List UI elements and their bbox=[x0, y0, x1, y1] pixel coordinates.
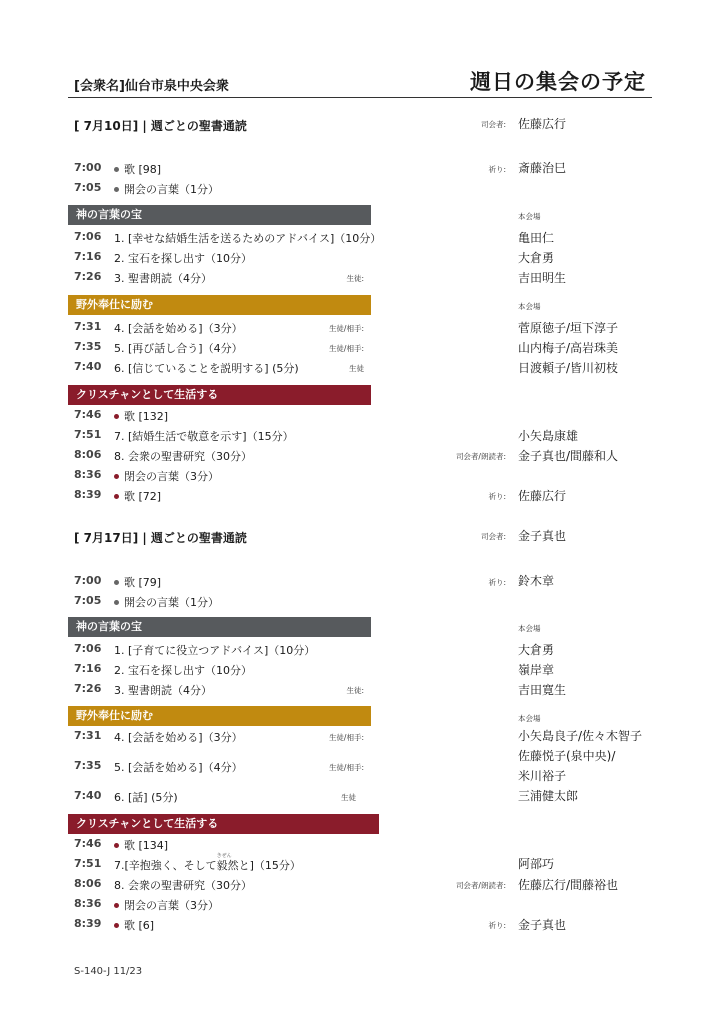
prayer-role: 祈り: bbox=[488, 492, 506, 501]
section-band-ministry: 野外奉仕に励む bbox=[68, 706, 371, 726]
assignee-name: 菅原徳子/垣下淳子 bbox=[518, 321, 619, 335]
furigana-word: きぜん 毅然 bbox=[216, 853, 239, 872]
closing-song: 歌 [6] bbox=[114, 917, 154, 933]
part-title: 1. [子育てに役立つアドバイス]（10分） bbox=[114, 644, 316, 657]
time-label: 7:16 bbox=[74, 250, 102, 263]
role-label: 司会者/朗読者: bbox=[455, 452, 506, 461]
time-label: 7:51 bbox=[74, 428, 102, 441]
bullet-icon bbox=[114, 903, 119, 908]
assignee-name: 三浦健太郎 bbox=[518, 789, 579, 803]
bullet-icon bbox=[114, 167, 119, 172]
bullet-icon bbox=[114, 843, 119, 848]
part-title: 5. [会話を始める]（4分） bbox=[114, 761, 243, 774]
bullet-icon bbox=[114, 600, 119, 605]
time-label: 7:46 bbox=[74, 408, 102, 421]
section-band-living: クリスチャンとして生活する bbox=[68, 814, 379, 834]
time-label: 7:26 bbox=[74, 682, 102, 695]
assignee-name: 佐藤悦子(泉中央)/ bbox=[518, 749, 616, 763]
middle-song: 歌 [132] bbox=[114, 408, 168, 424]
section-band-treasures: 神の言葉の宝 bbox=[68, 205, 371, 225]
time-label: 7:31 bbox=[74, 729, 102, 742]
week-title: [ 7月17日] | 週ごとの聖書通読 bbox=[74, 531, 247, 545]
time-label: 8:36 bbox=[74, 897, 102, 910]
assignee-name: 小矢島康雄 bbox=[518, 429, 579, 443]
time-label: 7:46 bbox=[74, 837, 102, 850]
bullet-icon bbox=[114, 187, 119, 192]
time-label: 7:06 bbox=[74, 230, 102, 243]
assignee-name: 大倉勇 bbox=[518, 643, 555, 657]
time-label: 7:05 bbox=[74, 181, 102, 194]
time-label: 7:05 bbox=[74, 594, 102, 607]
prayer-role: 祈り: bbox=[488, 578, 506, 587]
role-label: 生徒/相手: bbox=[328, 733, 364, 742]
part-title: 4. [会話を始める]（3分） bbox=[114, 731, 243, 744]
opening-song: 歌 [79] bbox=[114, 574, 161, 590]
part-title: 1. [幸せな結婚生活を送るためのアドバイス]（10分） bbox=[114, 232, 382, 245]
page-title: 週日の集会の予定 bbox=[470, 70, 646, 94]
assignee-name: 吉田明生 bbox=[518, 271, 567, 285]
section-band-ministry: 野外奉仕に励む bbox=[68, 295, 371, 315]
part-title: 3. 聖書朗読（4分） bbox=[114, 272, 212, 285]
prayer-name: 金子真也 bbox=[518, 918, 567, 932]
part-title: 4. [会話を始める]（3分） bbox=[114, 322, 243, 335]
bullet-icon bbox=[114, 474, 119, 479]
time-label: 7:51 bbox=[74, 857, 102, 870]
role-label: 生徒 bbox=[349, 364, 364, 373]
part-title: 5. [再び話し合う]（4分） bbox=[114, 342, 243, 355]
time-label: 7:00 bbox=[74, 161, 102, 174]
role-label: 生徒/相手: bbox=[328, 344, 364, 353]
middle-song: 歌 [134] bbox=[114, 837, 168, 853]
bullet-icon bbox=[114, 494, 119, 499]
part-title: 8. 会衆の聖書研究（30分） bbox=[114, 879, 252, 892]
bullet-icon bbox=[114, 580, 119, 585]
role-label: 司会者/朗読者: bbox=[455, 881, 506, 890]
time-label: 8:36 bbox=[74, 468, 102, 481]
prayer-name: 鈴木章 bbox=[518, 574, 555, 588]
part-title: 7. [結婚生活で敬意を示す]（15分） bbox=[114, 430, 294, 443]
closing-song: 歌 [72] bbox=[114, 488, 161, 504]
time-label: 8:06 bbox=[74, 877, 102, 890]
assignee-name: 米川裕子 bbox=[518, 769, 567, 783]
assignee-name: 佐藤広行/間藤裕也 bbox=[518, 878, 619, 892]
time-label: 7:00 bbox=[74, 574, 102, 587]
prayer-name: 斎藤治巳 bbox=[518, 161, 567, 175]
section-band-treasures: 神の言葉の宝 bbox=[68, 617, 371, 637]
assignee-name: 金子真也/間藤和人 bbox=[518, 449, 619, 463]
time-label: 7:16 bbox=[74, 662, 102, 675]
time-label: 7:35 bbox=[74, 340, 102, 353]
time-label: 7:35 bbox=[74, 759, 102, 772]
role-label: 生徒: bbox=[346, 686, 364, 695]
part-title: 6. [話] (5分) bbox=[114, 791, 178, 804]
role-label: 生徒: bbox=[346, 274, 364, 283]
assignee-name: 吉田寛生 bbox=[518, 683, 567, 697]
concluding-comments: 閉会の言葉（3分） bbox=[114, 468, 219, 484]
assignee-name: 亀田仁 bbox=[518, 231, 555, 245]
bullet-icon bbox=[114, 923, 119, 928]
assignee-name: 日渡頼子/皆川初枝 bbox=[518, 361, 619, 375]
hall-label: 本会場 bbox=[518, 714, 541, 723]
assignee-name: 嶺岸章 bbox=[518, 663, 555, 677]
section-band-living: クリスチャンとして生活する bbox=[68, 385, 371, 405]
chairman-name: 佐藤広行 bbox=[518, 117, 567, 131]
hall-label: 本会場 bbox=[518, 212, 541, 221]
header-divider bbox=[68, 97, 652, 98]
assignee-name: 阿部巧 bbox=[518, 857, 555, 871]
part-title: 7.[辛抱強く、そして きぜん 毅然と]（15分） bbox=[114, 853, 301, 872]
chairman-name: 金子真也 bbox=[518, 529, 567, 543]
chairman-role: 司会者: bbox=[480, 532, 506, 541]
part-title: 6. [信じていることを説明する] (5分) bbox=[114, 362, 299, 375]
opening-comments: 開会の言葉（1分） bbox=[114, 594, 219, 610]
week-title: [ 7月10日] | 週ごとの聖書通読 bbox=[74, 119, 247, 133]
time-label: 7:40 bbox=[74, 789, 102, 802]
prayer-role: 祈り: bbox=[488, 921, 506, 930]
role-label: 生徒 bbox=[341, 793, 356, 802]
opening-song: 歌 [98] bbox=[114, 161, 161, 177]
time-label: 7:40 bbox=[74, 360, 102, 373]
time-label: 8:39 bbox=[74, 917, 102, 930]
part-title: 8. 会衆の聖書研究（30分） bbox=[114, 450, 252, 463]
role-label: 生徒/相手: bbox=[328, 324, 364, 333]
concluding-comments: 閉会の言葉（3分） bbox=[114, 897, 219, 913]
prayer-name: 佐藤広行 bbox=[518, 489, 567, 503]
chairman-role: 司会者: bbox=[480, 120, 506, 129]
part-title: 2. 宝石を探し出す（10分） bbox=[114, 664, 252, 677]
time-label: 8:39 bbox=[74, 488, 102, 501]
prayer-role: 祈り: bbox=[488, 165, 506, 174]
assignee-name: 小矢島良子/佐々木智子 bbox=[518, 729, 643, 743]
form-code: S-140-J 11/23 bbox=[74, 966, 143, 977]
assignee-name: 山内梅子/高岩珠美 bbox=[518, 341, 619, 355]
assignee-name: 大倉勇 bbox=[518, 251, 555, 265]
part-title: 2. 宝石を探し出す（10分） bbox=[114, 252, 252, 265]
time-label: 7:26 bbox=[74, 270, 102, 283]
time-label: 8:06 bbox=[74, 448, 102, 461]
hall-label: 本会場 bbox=[518, 624, 541, 633]
bullet-icon bbox=[114, 414, 119, 419]
hall-label: 本会場 bbox=[518, 302, 541, 311]
congregation-name: [会衆名]仙台市泉中央会衆 bbox=[74, 79, 229, 94]
part-title: 3. 聖書朗読（4分） bbox=[114, 684, 212, 697]
time-label: 7:06 bbox=[74, 642, 102, 655]
time-label: 7:31 bbox=[74, 320, 102, 333]
role-label: 生徒/相手: bbox=[328, 763, 364, 772]
opening-comments: 開会の言葉（1分） bbox=[114, 181, 219, 197]
